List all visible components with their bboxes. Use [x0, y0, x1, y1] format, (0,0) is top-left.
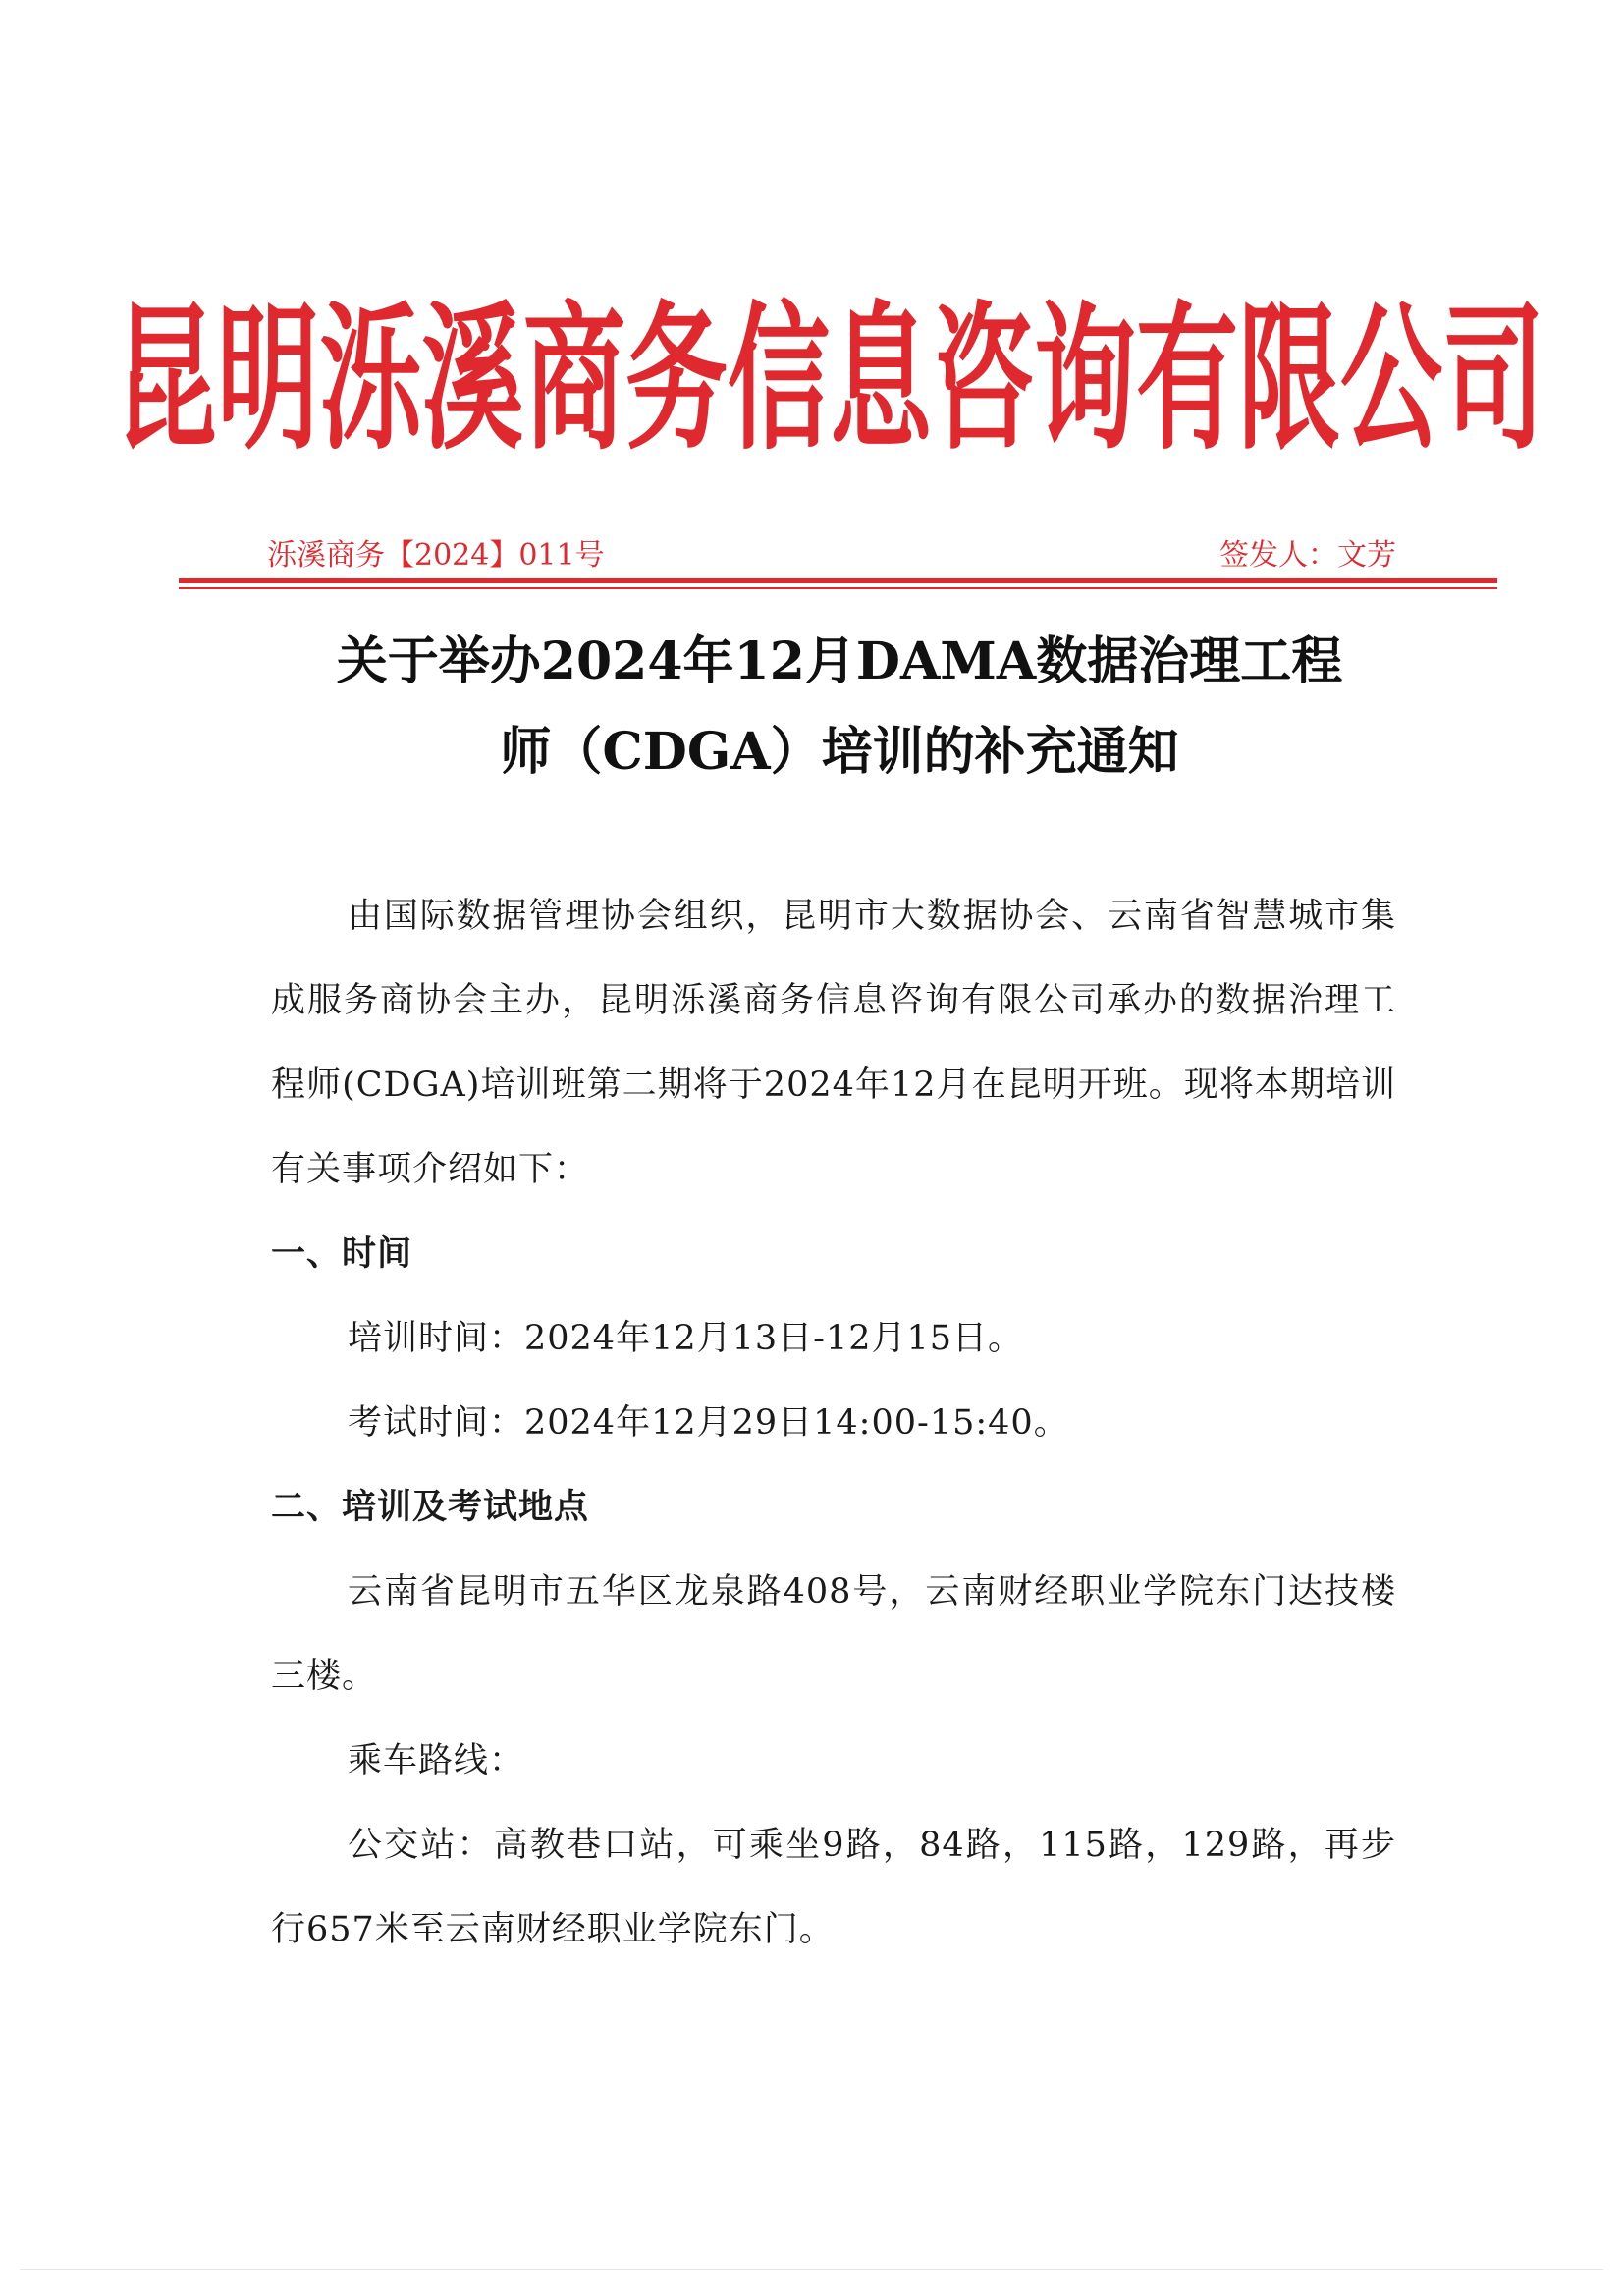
- signer: 签发人：文芳: [1219, 538, 1396, 573]
- scan-edge-line: [20, 2269, 1603, 2270]
- red-rule-thin: [179, 587, 1497, 589]
- letterhead: [115, 267, 1545, 472]
- address-paragraph: 云南省昆明市五华区龙泉路408号，云南财经职业学院东门达技楼三楼。: [271, 1572, 1396, 1696]
- route-label: 乘车路线：: [348, 1741, 525, 1780]
- red-rule-thick: [179, 578, 1497, 583]
- section-heading-location: 二、培训及考试地点: [271, 1488, 590, 1527]
- title-line-1: 关于举办2024年12月DAMA数据治理工程: [336, 631, 1343, 691]
- document-body: [271, 874, 1396, 1972]
- section-heading-time: 一、时间: [271, 1234, 413, 1274]
- title-line-2: 师（CDGA）培训的补充通知: [500, 722, 1179, 782]
- training-time: 培训时间：2024年12月13日-12月15日。: [348, 1319, 1024, 1358]
- bus-info-paragraph: 公交站：高教巷口站，可乘坐9路，84路，115路，129路，再步行657米至云南财经职业学院东门。: [271, 1826, 1396, 1949]
- company-name: 昆明泺溪商务信息咨询有限公司: [115, 286, 1545, 472]
- exam-time: 考试时间：2024年12月29日14:00-15:40。: [348, 1403, 1069, 1443]
- document-title: [196, 617, 1483, 797]
- document-header-row: [267, 530, 1396, 574]
- intro-paragraph: 由国际数据管理协会组织，昆明市大数据协会、云南省智慧城市集成服务商协会主办，昆明泺溪商务信息咨询有限公司承办的数据治理工程师(CDGA)培训班第二期将于2024年12月在昆明开班。现将本期培训有关事项介绍如下：: [271, 897, 1396, 1189]
- document-number: 泺溪商务【2024】011号: [267, 538, 605, 573]
